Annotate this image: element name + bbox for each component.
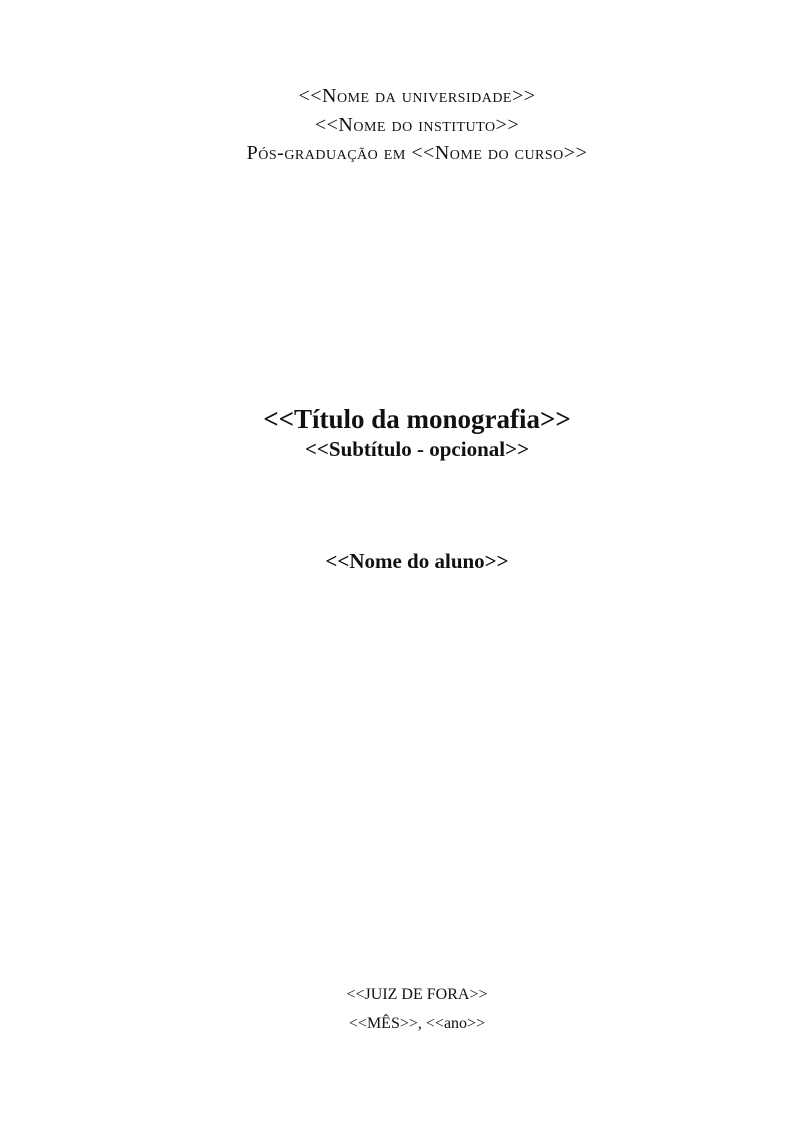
institute-name: <<Nome do instituto>>: [314, 113, 520, 136]
institution-header: [40, 82, 794, 168]
month-year: <<MÊS>>, <<ano>>: [348, 1014, 486, 1032]
city-name: <<JUIZ DE FORA>>: [346, 986, 488, 1003]
title-block: [40, 403, 794, 463]
author-name: <<Nome do aluno>>: [325, 549, 509, 573]
author-block: [40, 548, 794, 575]
graduate-program-name: Pós-graduação em <<Nome do curso>>: [246, 142, 588, 164]
monograph-subtitle: <<Subtítulo - opcional>>: [304, 437, 530, 461]
monograph-title: <<Título da monografia>>: [263, 404, 571, 434]
location-date-footer: [40, 981, 794, 1038]
university-name: <<Nome da universidade>>: [298, 85, 536, 107]
